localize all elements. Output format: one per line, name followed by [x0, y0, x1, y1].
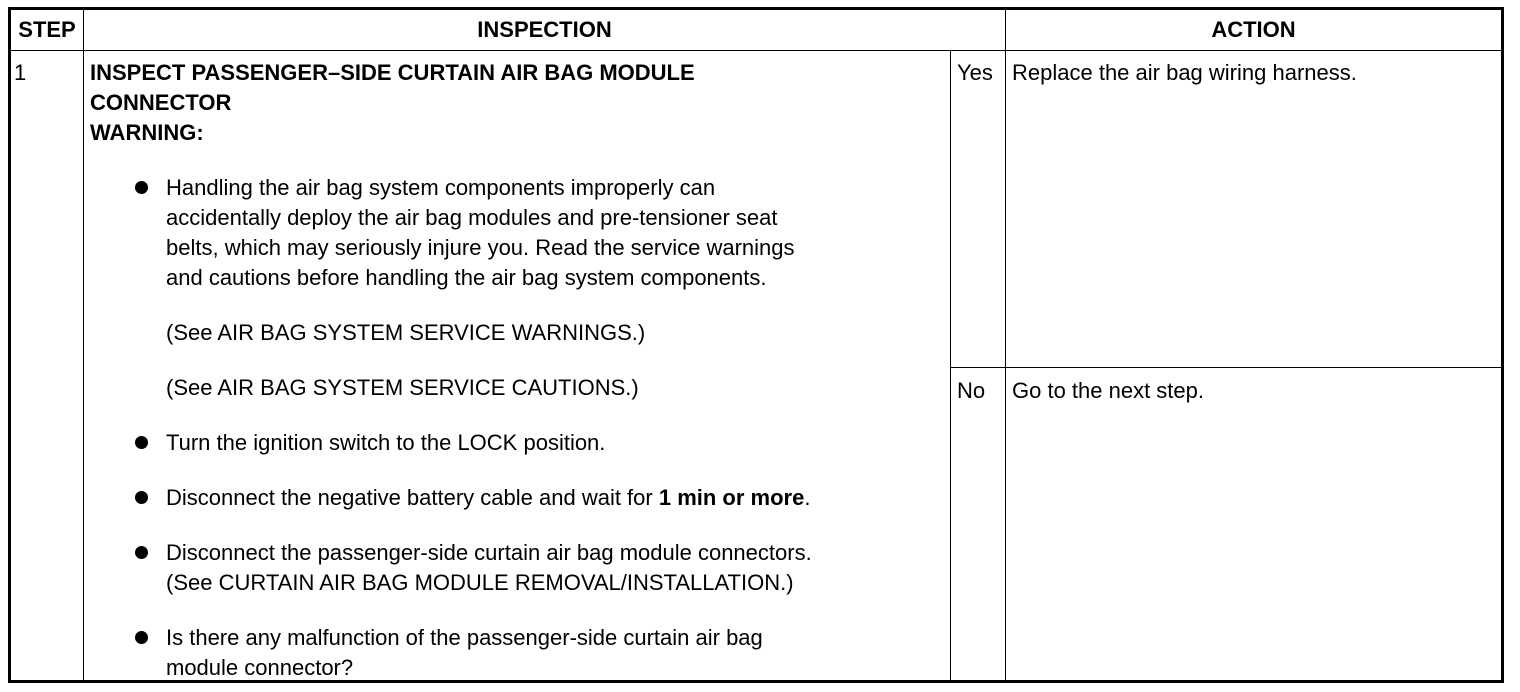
- col-divider-step: [83, 10, 84, 680]
- bullet-icon: [135, 181, 148, 194]
- battery-wait-time: 1 min or more: [658, 485, 805, 510]
- see-cautions-reference: (See AIR BAG SYSTEM SERVICE CAUTIONS.): [166, 375, 639, 400]
- warning-line-4: and cautions before handling the air bag system components.: [166, 265, 767, 290]
- header-divider: [11, 50, 1501, 51]
- disconnect-step-line-1: Disconnect the passenger-side curtain air bag module connectors.: [166, 540, 812, 565]
- inspection-table: [8, 7, 1504, 683]
- bullet-icon: [135, 631, 148, 644]
- answer-divider: [950, 367, 1501, 368]
- question-line-2: module connector?: [166, 655, 354, 680]
- bullet-icon: [135, 546, 148, 559]
- header-inspection: INSPECTION: [477, 17, 612, 42]
- header-action: ACTION: [1211, 17, 1296, 42]
- col-divider-yesno: [950, 50, 951, 680]
- battery-step: [166, 483, 810, 513]
- question-line-1: Is there any malfunction of the passenger-side curtain air bag: [166, 625, 763, 650]
- battery-step-text: Disconnect the negative battery cable and wait for: [166, 485, 659, 510]
- warning-line-2: accidentally deploy the air bag modules and pre-tensioner seat: [166, 205, 778, 230]
- step-number: 1: [14, 60, 27, 85]
- warning-line-1: Handling the air bag system components improperly can: [166, 175, 716, 200]
- answer-no-action: Go to the next step.: [1012, 378, 1205, 403]
- disconnect-step-line-2: (See CURTAIN AIR BAG MODULE REMOVAL/INSTALLATION.): [166, 570, 794, 595]
- see-warnings-reference: (See AIR BAG SYSTEM SERVICE WARNINGS.): [166, 320, 646, 345]
- bullet-icon: [135, 436, 148, 449]
- answer-yes-action: Replace the air bag wiring harness.: [1012, 60, 1357, 85]
- inspection-title-line-2: CONNECTOR: [90, 90, 232, 115]
- battery-step-end: .: [804, 485, 811, 510]
- warning-label: WARNING:: [90, 120, 204, 145]
- header-step: STEP: [18, 17, 76, 42]
- bullet-icon: [135, 491, 148, 504]
- inspection-title-line-1: INSPECT PASSENGER–SIDE CURTAIN AIR BAG MODULE: [90, 60, 695, 85]
- warning-line-3: belts, which may seriously injure you. Read the service warnings: [166, 235, 795, 260]
- ignition-step: Turn the ignition switch to the LOCK position.: [166, 430, 606, 455]
- answer-no-label: No: [957, 378, 986, 403]
- answer-yes-label: Yes: [957, 60, 993, 85]
- col-divider-action: [1005, 10, 1006, 680]
